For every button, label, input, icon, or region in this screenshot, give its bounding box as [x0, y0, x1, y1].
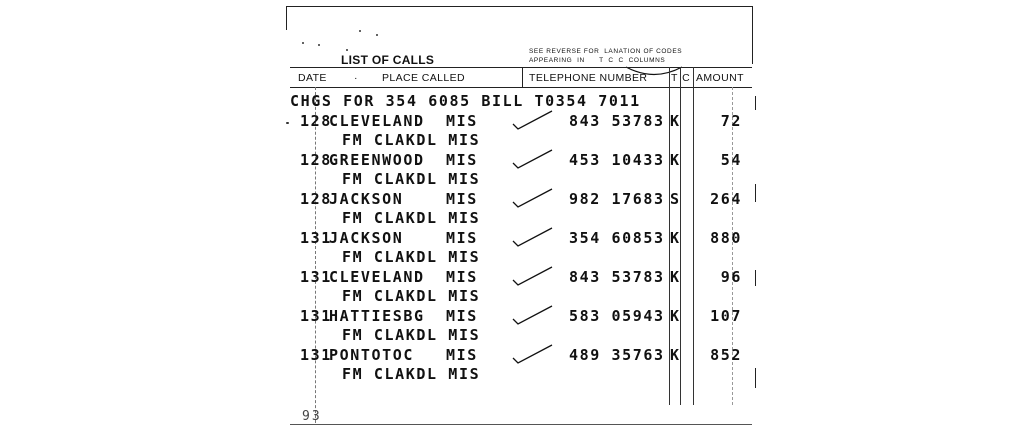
call-place: CLEVELAND MIS [329, 112, 478, 130]
col-amount-header: AMOUNT [696, 72, 744, 84]
call-number: 354 60853 [569, 229, 665, 247]
call-date: 128 [300, 112, 332, 130]
call-amount: 264 [710, 190, 742, 208]
header-rule-bottom [290, 87, 752, 88]
col-date-header: DATE [298, 72, 327, 84]
speck [302, 42, 304, 44]
speck [359, 30, 361, 32]
call-code: S [670, 190, 681, 208]
call-code: K [670, 346, 681, 364]
codes-note-line1: SEE REVERSE FOR LANATION OF CODES [529, 48, 683, 55]
check-mark-icon [510, 186, 556, 210]
call-record [284, 112, 756, 150]
call-number: 843 53783 [569, 112, 665, 130]
call-place: HATTIESBG MIS [329, 307, 478, 325]
call-place: JACKSON MIS [329, 229, 478, 247]
top-left-bracket [286, 6, 287, 30]
speck [376, 34, 378, 36]
call-place: GREENWOOD MIS [329, 151, 478, 169]
speck [346, 49, 348, 51]
call-amount: 54 [720, 151, 742, 169]
call-place: CLEVELAND MIS [329, 268, 478, 286]
call-code: K [670, 229, 681, 247]
call-list-sheet [284, 0, 756, 447]
call-record [284, 346, 756, 384]
call-origin: FM CLAKDL MIS [342, 170, 481, 188]
col-tc-header: T C [671, 72, 691, 84]
speck [318, 44, 320, 46]
call-number: 453 10433 [569, 151, 665, 169]
footer-code: 93 [302, 409, 322, 424]
col-divider-phone [522, 67, 523, 87]
call-origin: FM CLAKDL MIS [342, 248, 481, 266]
call-date: 131 [300, 229, 332, 247]
call-code: K [670, 151, 681, 169]
check-mark-icon [510, 108, 556, 132]
col-separator-dot: · [354, 72, 358, 84]
call-number: 583 05943 [569, 307, 665, 325]
call-number: 982 17683 [569, 190, 665, 208]
call-origin: FM CLAKDL MIS [342, 326, 481, 344]
top-rule [286, 6, 752, 7]
call-origin: FM CLAKDL MIS [342, 131, 481, 149]
call-number: 489 35763 [569, 346, 665, 364]
call-record [284, 190, 756, 228]
check-mark-icon [510, 342, 556, 366]
call-code: K [670, 268, 681, 286]
call-date: 131 [300, 346, 332, 364]
check-mark-icon [510, 303, 556, 327]
call-amount: 880 [710, 229, 742, 247]
check-mark-icon [510, 264, 556, 288]
check-mark-icon [510, 225, 556, 249]
call-code: K [670, 112, 681, 130]
call-place: JACKSON MIS [329, 190, 478, 208]
call-origin: FM CLAKDL MIS [342, 209, 481, 227]
codes-note-line2: APPEARING IN T C C COLUMNS [529, 57, 666, 64]
charges-line: CHGS FOR 354 6085 BILL T0354 7011 [290, 92, 641, 110]
list-title: LIST OF CALLS [341, 53, 435, 67]
call-date: 131 [300, 307, 332, 325]
call-date: 131 [300, 268, 332, 286]
call-amount: 72 [720, 112, 742, 130]
call-amount: 96 [720, 268, 742, 286]
call-code: K [670, 307, 681, 325]
header-rule-top [290, 67, 752, 68]
call-record [284, 307, 756, 345]
bottom-rule [290, 424, 752, 425]
col-place-header: PLACE CALLED [382, 72, 466, 84]
call-place: PONTOTOC MIS [329, 346, 478, 364]
call-date: 128 [300, 151, 332, 169]
call-record [284, 268, 756, 306]
col-divider-right [752, 6, 753, 64]
call-amount: 852 [710, 346, 742, 364]
call-date: 128 [300, 190, 332, 208]
call-origin: FM CLAKDL MIS [342, 287, 481, 305]
check-mark-icon [510, 147, 556, 171]
call-record [284, 229, 756, 267]
col-phone-header: TELEPHONE NUMBER [529, 72, 648, 84]
right-tick [755, 96, 756, 110]
call-number: 843 53783 [569, 268, 665, 286]
call-record [284, 151, 756, 189]
call-amount: 107 [710, 307, 742, 325]
call-origin: FM CLAKDL MIS [342, 365, 481, 383]
